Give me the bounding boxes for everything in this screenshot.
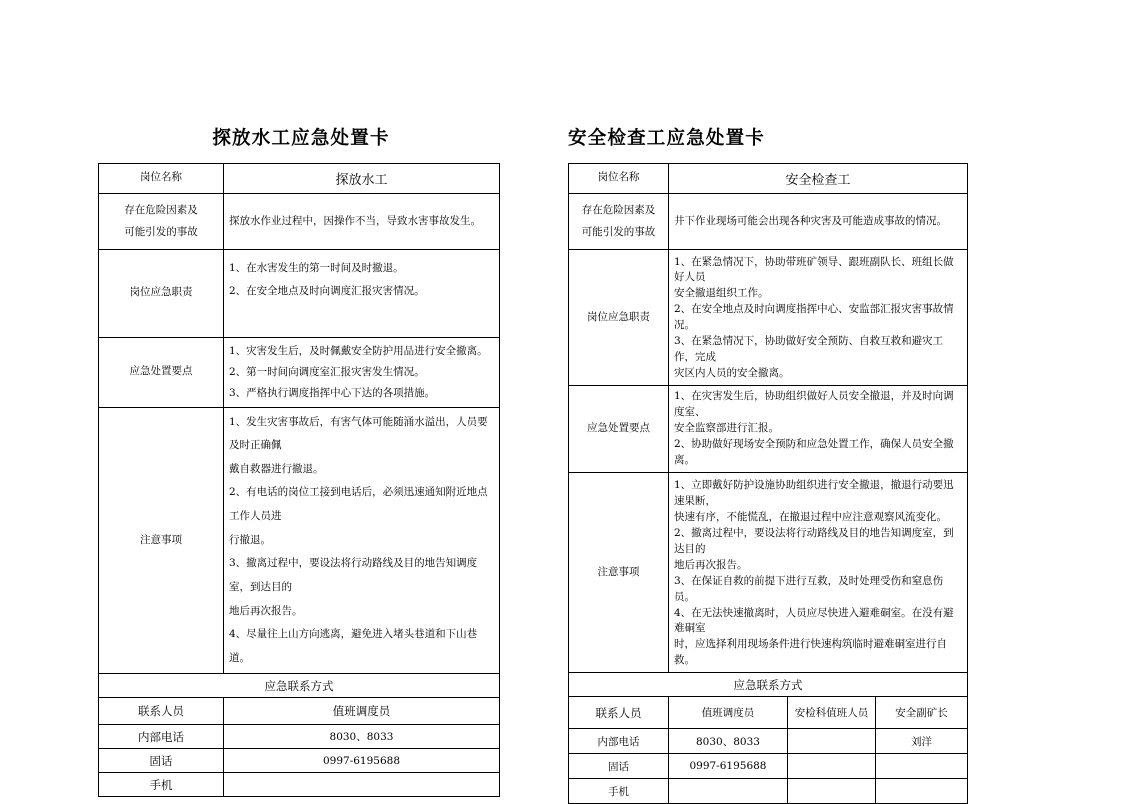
- duties-item: 灾区内人员的安全撤离。: [674, 366, 962, 382]
- table-row-contact: [99, 725, 500, 749]
- value-post-name: 探放水工: [224, 163, 500, 193]
- value-internal-phone-deputy: 刘洋: [875, 729, 967, 754]
- label-hazards-line1: 存在危险因素及: [104, 199, 218, 221]
- table-row-key-points: [99, 337, 500, 407]
- table-row-contact: [99, 749, 500, 773]
- notes-item: 4、在无法快速撤离时，人员应尽快进入避难硐室。在没有避难硐室: [674, 606, 962, 638]
- table-row-contact-header: [99, 674, 500, 698]
- value-hazards: 探放水作业过程中，因操作不当，导致水害事故发生。: [224, 193, 500, 249]
- label-duties: 岗位应急职责: [569, 249, 669, 386]
- value-internal-phone: 8030、8033: [224, 725, 500, 749]
- value-internal-phone-inspection: [787, 729, 875, 754]
- duties-item: 3、在紧急情况下，协助做好安全预防、自救互救和避灾工作，完成: [674, 334, 962, 366]
- notes-item: 时，应选择利用现场条件进行快速构筑临时避难硐室进行自救。: [674, 637, 962, 669]
- duties-item: 1、在紧急情况下，协助带班矿领导、跟班副队长、班组长做好人员: [674, 255, 962, 287]
- duties-list: [229, 257, 494, 304]
- notes-item: 2、撤离过程中，要设法将行动路线及目的地告知调度室，到达目的: [674, 526, 962, 558]
- key-points-item: 1、灾害发生后，及时佩戴安全防护用品进行安全撤离。: [229, 341, 494, 362]
- key-points-item: 安全监察部进行汇报。: [674, 421, 962, 437]
- value-contact-person: 值班调度员: [224, 698, 500, 725]
- table-row-post-name: [569, 163, 968, 193]
- value-landline: 0997-6195688: [224, 749, 500, 773]
- value-landline-inspection: [787, 754, 875, 779]
- label-post-name: 岗位名称: [99, 163, 224, 193]
- table-row-contact: [569, 729, 968, 754]
- label-post-name: 岗位名称: [569, 163, 669, 193]
- table-row-hazards: [569, 193, 968, 249]
- table-row-key-points: [569, 386, 968, 473]
- value-landline-deputy: [875, 754, 967, 779]
- label-hazards-line1: 存在危险因素及: [574, 199, 663, 221]
- value-contact-deputy-mine-manager: 安全副矿长: [875, 697, 967, 729]
- label-landline: 固话: [569, 754, 669, 779]
- notes-item: 3、在保证自救的前提下进行互救，及时处理受伤和窒息伤员。: [674, 574, 962, 606]
- card-title-right: 安全检查工应急处置卡: [568, 130, 968, 149]
- notes-item: 地后再次报告。: [674, 558, 962, 574]
- label-key-points: 应急处置要点: [99, 337, 224, 407]
- value-internal-phone-dispatcher: 8030、8033: [669, 729, 788, 754]
- table-row-contact: [99, 698, 500, 725]
- key-points-item: 1、在灾害发生后，协助组织做好人员安全撤退，并及时向调度室、: [674, 389, 962, 421]
- notes-item: 地后再次报告。: [229, 600, 494, 624]
- notes-item: 4、尽量往上山方向逃离，避免进入堵头巷道和下山巷道。: [229, 623, 494, 670]
- label-contact-person: 联系人员: [99, 698, 224, 725]
- label-internal-phone: 内部电话: [569, 729, 669, 754]
- contact-section-title: 应急联系方式: [569, 673, 968, 697]
- value-notes: [669, 472, 968, 672]
- notes-item: 3、撤离过程中，要设法将行动路线及目的地告知调度室，到达目的: [229, 552, 494, 599]
- table-row-notes: [569, 472, 968, 672]
- value-notes: [224, 407, 500, 674]
- table-row-contact-header: [569, 673, 968, 697]
- key-points-item: 2、第一时间向调度室汇报灾害发生情况。: [229, 362, 494, 383]
- label-landline: 固话: [99, 749, 224, 773]
- label-mobile: 手机: [569, 779, 669, 804]
- key-points-item: 3、严格执行调度指挥中心下达的各项措施。: [229, 383, 494, 404]
- value-contact-safety-inspection: 安检科值班人员: [787, 697, 875, 729]
- emergency-card-tanfangshui: [98, 130, 500, 797]
- label-mobile: 手机: [99, 773, 224, 797]
- contact-section-title: 应急联系方式: [99, 674, 500, 698]
- duties-item: 1、在水害发生的第一时间及时撤退。: [229, 257, 494, 281]
- notes-item: 1、发生灾害事故后，有害气体可能随涌水溢出，人员要及时正确佩: [229, 411, 494, 458]
- label-internal-phone: 内部电话: [99, 725, 224, 749]
- table-row-contact: [569, 779, 968, 804]
- notes-item: 行撤退。: [229, 529, 494, 553]
- value-key-points: [224, 337, 500, 407]
- value-mobile-dispatcher: [669, 779, 788, 804]
- label-hazards-line2: 可能引发的事故: [574, 221, 663, 243]
- label-hazards: [569, 193, 669, 249]
- table-row-contact: [569, 754, 968, 779]
- value-key-points: [669, 386, 968, 473]
- table-row-contact-columns: [569, 697, 968, 729]
- card-title-left: 探放水工应急处置卡: [98, 130, 500, 149]
- value-mobile-inspection: [787, 779, 875, 804]
- key-points-item: 2、协助做好现场安全预防和应急处置工作，确保人员安全撤离。: [674, 437, 962, 469]
- value-mobile-deputy: [875, 779, 967, 804]
- value-duties: [224, 249, 500, 337]
- label-duties: 岗位应急职责: [99, 249, 224, 337]
- value-mobile: [224, 773, 500, 797]
- label-hazards-line2: 可能引发的事故: [104, 221, 218, 243]
- duties-item: 2、在安全地点及时向调度指挥中心、安监部汇报灾害事故情况。: [674, 302, 962, 334]
- emergency-card-anquanjiancha: [568, 130, 968, 804]
- table-row-hazards: [99, 193, 500, 249]
- table-row-notes: [99, 407, 500, 674]
- notes-list: [674, 478, 962, 669]
- emergency-table-left: [98, 163, 500, 798]
- value-hazards: 井下作业现场可能会出现各种灾害及可能造成事故的情况。: [669, 193, 968, 249]
- notes-list: [229, 411, 494, 671]
- duties-item: 安全撤退组织工作。: [674, 286, 962, 302]
- label-hazards: [99, 193, 224, 249]
- key-points-list: [674, 389, 962, 469]
- notes-item: 2、有电话的岗位工接到电话后，必须迅速通知附近地点工作人员进: [229, 481, 494, 528]
- value-landline-dispatcher: 0997-6195688: [669, 754, 788, 779]
- emergency-table-right: [568, 163, 968, 804]
- duties-item: 2、在安全地点及时向调度汇报灾害情况。: [229, 280, 494, 304]
- key-points-list: [229, 341, 494, 404]
- label-key-points: 应急处置要点: [569, 386, 669, 473]
- value-duties: [669, 249, 968, 386]
- table-row-duties: [569, 249, 968, 386]
- duties-list: [674, 255, 962, 383]
- table-row-post-name: [99, 163, 500, 193]
- value-post-name: 安全检查工: [669, 163, 968, 193]
- notes-item: 1、立即戴好防护设施协助组织进行安全撤退，撤退行动要迅速果断，: [674, 478, 962, 510]
- value-contact-dispatcher: 值班调度员: [669, 697, 788, 729]
- label-contact-person: 联系人员: [569, 697, 669, 729]
- table-row-duties: [99, 249, 500, 337]
- notes-item: 戴自救器进行撤退。: [229, 458, 494, 482]
- label-notes: 注意事项: [569, 472, 669, 672]
- table-row-contact: [99, 773, 500, 797]
- notes-item: 快速有序，不能慌乱，在撤退过程中应注意观察风流变化。: [674, 510, 962, 526]
- label-notes: 注意事项: [99, 407, 224, 674]
